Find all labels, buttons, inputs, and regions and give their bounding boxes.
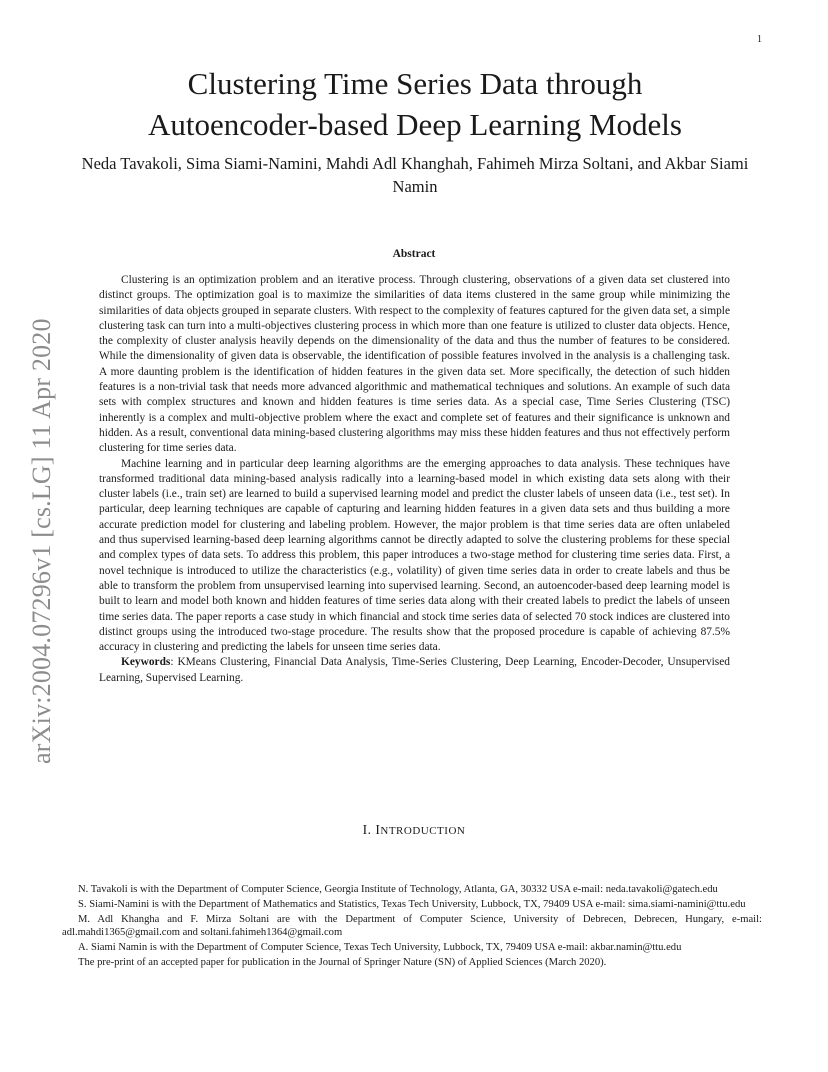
author-list: Neda Tavakoli, Sima Siami-Namini, Mahdi Adl Khanghah, Fahimeh Mirza Soltani, and Akbar Siami Namin: [81, 154, 749, 196]
keywords-text: : KMeans Clustering, Financial Data Analysis, Time-Series Clustering, Deep Learning, Encoder-Decoder, Unsupervised Learning, Supervised Learning.: [99, 656, 730, 684]
author-footnotes: [62, 883, 762, 971]
footnote: M. Adl Khangha and F. Mirza Soltani are with the Department of Computer Science, University of Debrecen, Debrecen, Hungary, e-mail: adl.mahdi1365@gmail.com and soltani.fahimeh1364@gmail.com: [62, 913, 762, 939]
paper-title: Clustering Time Series Data through Autoencoder-based Deep Learning Models: [148, 66, 682, 142]
footnote: A. Siami Namin is with the Department of Computer Science, Texas Tech University, Lubbock, TX, 79409 USA e-mail: akbar.namin@ttu.edu: [78, 942, 682, 954]
abstract-paragraph: Clustering is an optimization problem and an iterative process. Through clustering, observations of a given data set clustered into distinct groups. The optimization goal is to maximize the similarities of data items clustered in the same group while minimizing the similarities of data objects grouped in separate clusters. With respect to the complexity of features captured for the given data set, a simple clustering task can turn into a multi-objectives clustering process in which more than one feature is utilized to cluster data objects. Hence, the complexity of cluster analysis heavily depends on the dimensionality of the data and thus the number of features to be considered. While the dimensionality of given data is observable, the identification of possible features involved in the analysis is a challenging task. A more daunting problem is the identification of hidden features in the given data set. More specifically, the detection of such hidden features is a non-trivial task that needs more advanced algorithmic and mathematical techniques and solutions. An example of such data sets with complex structures and known and hidden features is time series data. As a special case, Time Series Clustering (TSC) inherently is a complex and multi-objective problem where the exact and complete set of features and their significance is unknown and hidden. As a result, conventional data mining-based clustering algorithms may miss these hidden features and thus not effectively perform clustering for time series data.: [99, 274, 730, 455]
section-heading-introduction: [0, 822, 828, 838]
keywords-label: Keywords: [121, 656, 171, 669]
footnote: S. Siami-Namini is with the Department of Mathematics and Statistics, Texas Tech University, Lubbock, TX, 79409 USA e-mail: sima.siami-namini@ttu.edu: [78, 898, 746, 910]
abstract-heading: Abstract: [392, 248, 436, 260]
abstract-body: [99, 273, 730, 686]
footnote: N. Tavakoli is with the Department of Computer Science, Georgia Institute of Technology, Atlanta, GA, 30332 USA e-mail: neda.tavakoli@gatech.edu: [78, 884, 718, 895]
page-number: 1: [757, 34, 762, 45]
abstract-paragraph: Machine learning and in particular deep learning algorithms are the emerging approaches to data analysis. These techniques have transformed traditional data mining-based analysis radically into a learning-based model in which existing data sets along with their cluster labels (i.e., train set) are learned to build a supervised learning model and predict the cluster labels of unseen data (i.e., test set). In particular, deep learning techniques are capable of capturing and learning hidden features in a given data sets and thus building a more accurate prediction model for clustering and labeling problem. However, the major problem is that time series data are often unlabeled and thus supervised learning-based deep learning algorithms cannot be directly adapted to solve the clustering problems for these special and complex types of data sets. To address this problem, this paper introduces a two-stage method for clustering time series data. First, a novel technique is introduced to utilize the characteristics (e.g., volatility) of given time series data in order to create labels and thus be able to transform the problem from unsupervised learning into supervised learning. Second, an autoencoder-based deep learning model is built to learn and model both known and hidden features of time series data along with their created labels to predict the labels of unseen time series data. The paper reports a case study in which financial and stock time series data of selected 70 stock indices are clustered into distinct groups using the introduced two-stage procedure. The results show that the proposed procedure is capable of achieving 87.5% accuracy in clustering and predicting the labels for unseen time series data.: [99, 457, 730, 654]
section-numeral: I.: [362, 822, 372, 837]
footnote: The pre-print of an accepted paper for publication in the Journal of Springer Nature (SN) of Applied Sciences (March 2020).: [78, 957, 607, 969]
keywords-line: [99, 655, 730, 686]
arxiv-side-stamp: arXiv:2004.07296v1 [cs.LG] 11 Apr 2020: [27, 318, 56, 764]
section-title-initial: I: [375, 822, 381, 837]
section-title-rest: NTRODUCTION: [380, 825, 466, 837]
